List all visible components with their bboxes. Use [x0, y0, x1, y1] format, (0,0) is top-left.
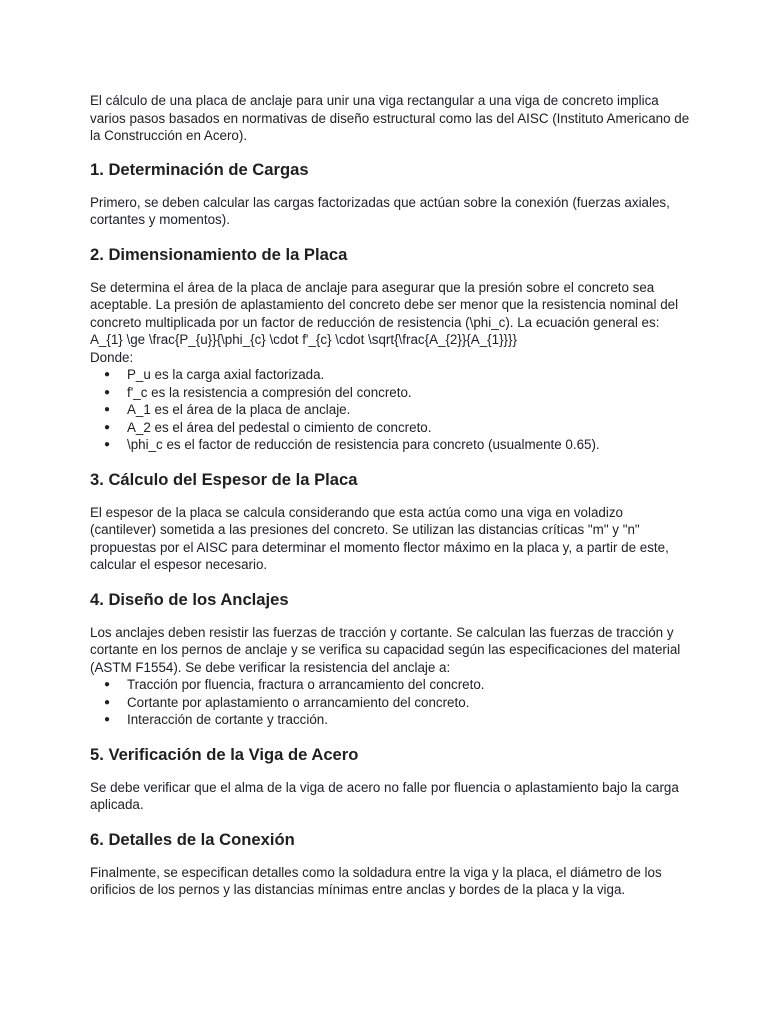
list-item: ● f'_c es la resistencia a compresión del concreto.	[90, 384, 690, 402]
section-dimensionamiento	[90, 244, 690, 454]
list-item: ● A_2 es el área del pedestal o cimiento de concreto.	[90, 419, 690, 437]
list-item: ● \phi_c es el factor de reducción de resistencia para concreto (usualmente 0.65).	[90, 436, 690, 454]
section-title: 6. Detalles de la Conexión	[90, 829, 295, 849]
variables-list	[90, 366, 690, 454]
section-title: 2. Dimensionamiento de la Placa	[90, 244, 348, 264]
section-paragraph: Se debe verificar que el alma de la viga de acero no falle por fluencia o aplastamiento bajo la carga aplicada.	[90, 779, 679, 812]
section-anclajes	[90, 589, 690, 729]
section-espesor	[90, 469, 690, 574]
verification-list	[90, 676, 690, 729]
list-item: ● A_1 es el área de la placa de anclaje.	[90, 401, 690, 419]
section-detalles	[90, 829, 690, 899]
list-item: ● P_u es la carga axial factorizada.	[90, 366, 690, 384]
list-item: ● Tracción por fluencia, fractura o arrancamiento del concreto.	[90, 676, 690, 694]
section-paragraph: Se determina el área de la placa de anclaje para asegurar que la presión sobre el concreto sea aceptable. La presión de aplastamiento del concreto debe ser menor que la resistencia nominal del concreto multiplicada por un factor de reducción de resistencia (\phi_c). La ecuación general es:	[90, 279, 679, 330]
section-cargas	[90, 159, 690, 229]
document-body	[90, 92, 690, 899]
section-title: 4. Diseño de los Anclajes	[90, 589, 289, 609]
equation-text: A_{1} \ge \frac{P_{u}}{\phi_{c} \cdot f'_{c} \cdot \sqrt{\frac{A_{2}}{A_{1}}}}	[90, 332, 517, 347]
section-paragraph: Primero, se deben calcular las cargas factorizadas que actúan sobre la conexión (fuerzas axiales, cortantes y momentos).	[90, 194, 670, 227]
section-title: 1. Determinación de Cargas	[90, 159, 309, 179]
section-paragraph: Los anclajes deben resistir las fuerzas de tracción y cortante. Se calculan las fuerzas de tracción y cortante en los pernos de anclaje y se verifica su capacidad según las especificaciones del material (ASTM F1554). Se debe verificar la resistencia del anclaje a:	[90, 624, 681, 675]
section-paragraph: Finalmente, se especifican detalles como la soldadura entre la viga y la placa, el diámetro de los orificios de los pernos y las distancias mínimas entre anclas y bordes de la placa y la viga.	[90, 864, 662, 897]
section-title: 5. Verificación de la Viga de Acero	[90, 744, 359, 764]
intro-paragraph: El cálculo de una placa de anclaje para unir una viga rectangular a una viga de concreto implica varios pasos basados en normativas de diseño estructural como las del AISC (Instituto Americano de la Construcción en Acero).	[90, 93, 690, 143]
section-title: 3. Cálculo del Espesor de la Placa	[90, 469, 358, 489]
section-paragraph: El espesor de la placa se calcula considerando que esta actúa como una viga en voladizo (cantilever) sometida a las presiones del concreto. Se utilizan las distancias críticas "m" y "n" propuestas por el AISC para determinar el momento flector máximo en la placa y, a partir de este, calcular el espesor necesario.	[90, 504, 669, 572]
donde-label: Donde:	[90, 349, 134, 365]
list-item: ● Interacción de cortante y tracción.	[90, 711, 690, 729]
list-item: ● Cortante por aplastamiento o arrancamiento del concreto.	[90, 694, 690, 712]
section-viga-acero	[90, 744, 690, 814]
